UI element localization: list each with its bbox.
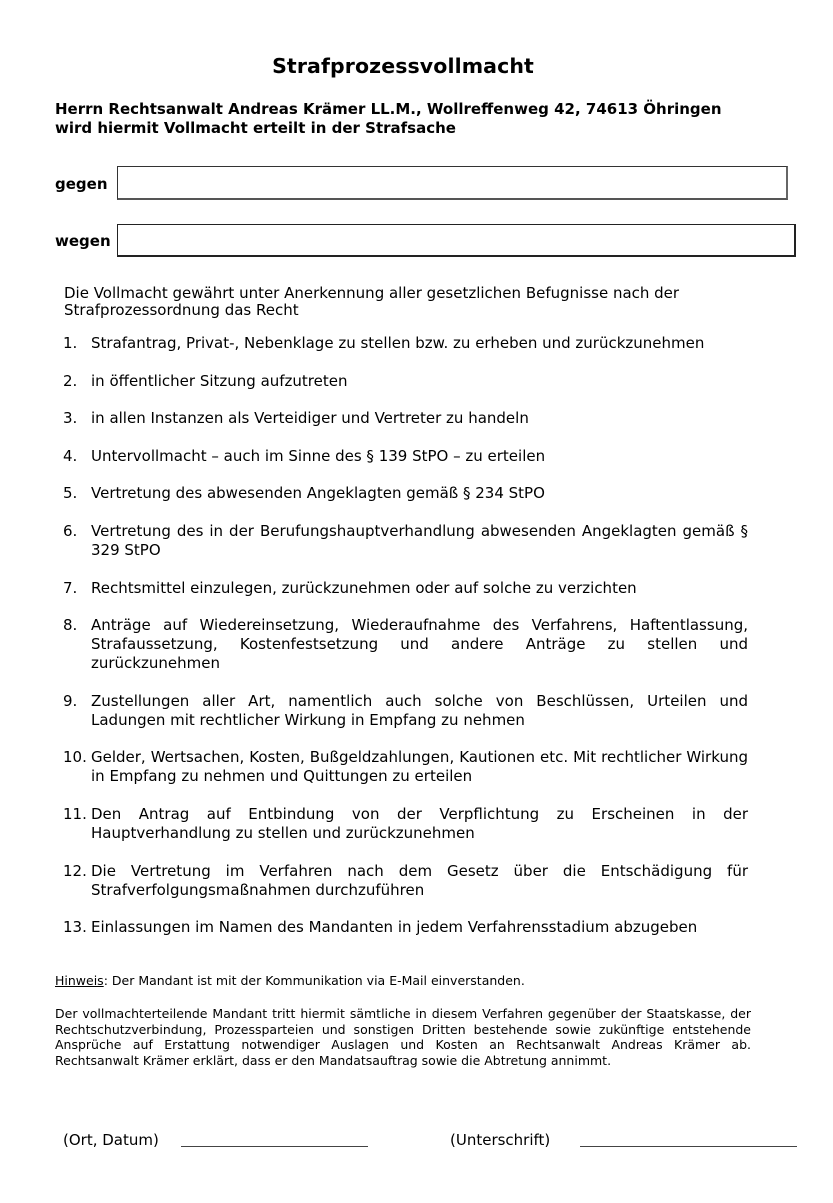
wegen-label: wegen [55, 232, 111, 250]
power-item-text: Untervollmacht – auch im Sinne des § 139 StPO – zu erteilen [91, 446, 546, 465]
signature-label: (Unterschrift) [450, 1131, 551, 1149]
power-item-number: 3. [63, 409, 78, 428]
power-item-text: Einlassungen im Namen des Mandanten in jedem Verfahrensstadium abzugeben [91, 918, 698, 937]
gegen-label: gegen [55, 175, 108, 193]
notice-text: : Der Mandant ist mit der Kommunikation via E-Mail einverstanden. [103, 973, 525, 988]
power-item-number: 11. [63, 804, 87, 823]
signature-line[interactable] [580, 1146, 797, 1147]
powers-list [63, 334, 748, 956]
power-item [63, 409, 748, 428]
power-item [63, 579, 748, 598]
attorney-address-line: Herrn Rechtsanwalt Andreas Krämer LL.M., Wollreffenweg 42, 74613 Öhringen [55, 100, 722, 118]
power-item-number: 13. [63, 918, 87, 937]
power-item [63, 748, 748, 786]
mandate-statement-line: wird hiermit Vollmacht erteilt in der Strafsache [55, 119, 456, 137]
power-item [63, 522, 748, 560]
power-item-number: 12. [63, 861, 87, 880]
power-item-text: Die Vertretung im Verfahren nach dem Gesetz über die Entschädigung für Strafverfolgungsmaßnahmen durchzuführen [91, 861, 748, 899]
power-item-number: 1. [63, 334, 78, 352]
power-item-text: Zustellungen aller Art, namentlich auch solche von Beschlüssen, Urteilen und Ladungen mit rechtlicher Wirkung in Empfang zu nehmen [91, 691, 748, 729]
power-item [63, 372, 748, 391]
powers-preamble: Die Vollmacht gewährt unter Anerkennung aller gesetzlichen Befugnisse nach der Strafprozessordnung das Recht [64, 284, 680, 319]
power-item [63, 447, 748, 466]
power-item [63, 692, 748, 730]
place-date-line[interactable] [181, 1146, 368, 1147]
power-item [63, 334, 748, 353]
power-item-number: 10. [63, 748, 87, 767]
gegen-input[interactable] [117, 166, 788, 200]
power-item-number: 9. [63, 691, 78, 710]
power-item-number: 6. [63, 521, 78, 540]
assignment-clause: Der vollmachterteilende Mandant tritt hiermit sämtliche in diesem Verfahren gegenüber der Staatskasse, der Rechtschutzverbindung, Prozessparteien und sonstigen Dritten bestehende sowie zukünftige entstehende Ansprüche auf Erstattung notwendiger Auslagen und Kosten an Rechtsanwalt Andreas Krämer ab. Rechtsanwalt Krämer erklärt, dass er den Mandatsauftrag sowie die Abtretung annimmt. [55, 1006, 751, 1068]
email-notice [55, 973, 755, 989]
document-title: Strafprozessvollmacht [272, 54, 534, 78]
power-item-number: 2. [63, 371, 78, 390]
power-item [63, 484, 748, 503]
power-item [63, 862, 748, 900]
power-item-text: Strafantrag, Privat-, Nebenklage zu stellen bzw. zu erheben und zurückzunehmen [91, 334, 705, 352]
notice-label: Hinweis [55, 973, 104, 988]
power-item-text: Anträge auf Wiedereinsetzung, Wiederaufnahme des Verfahrens, Haftentlassung, Strafaussetzung, Kostenfestsetzung und andere Anträge zu stellen und zurückzunehmen [91, 616, 748, 673]
wegen-input[interactable] [117, 224, 796, 257]
intro-block [55, 100, 815, 138]
power-item-text: Gelder, Wertsachen, Kosten, Bußgeldzahlungen, Kautionen etc. Mit rechtlicher Wirkung in Empfang zu nehmen und Quittungen zu erteilen [91, 748, 748, 786]
power-item-number: 5. [63, 484, 78, 503]
power-item [63, 805, 748, 843]
place-date-label: (Ort, Datum) [63, 1131, 159, 1149]
power-item [63, 616, 748, 673]
power-item-text: Vertretung des in der Berufungshauptverhandlung abwesenden Angeklagten gemäß § 329 StPO [91, 521, 748, 559]
power-item-text: Rechtsmittel einzulegen, zurückzunehmen oder auf solche zu verzichten [91, 578, 637, 597]
power-item-text: Den Antrag auf Entbindung von der Verpflichtung zu Erscheinen in der Hauptverhandlung zu stellen und zurückzunehmen [91, 804, 748, 842]
power-item-text: Vertretung des abwesenden Angeklagten gemäß § 234 StPO [91, 484, 545, 503]
power-item-text: in allen Instanzen als Verteidiger und Vertreter zu handeln [91, 409, 529, 428]
power-item-number: 7. [63, 578, 78, 597]
power-item-text: in öffentlicher Sitzung aufzutreten [91, 371, 348, 390]
power-item-number: 8. [63, 616, 78, 635]
power-item-number: 4. [63, 446, 78, 465]
power-item [63, 918, 748, 937]
